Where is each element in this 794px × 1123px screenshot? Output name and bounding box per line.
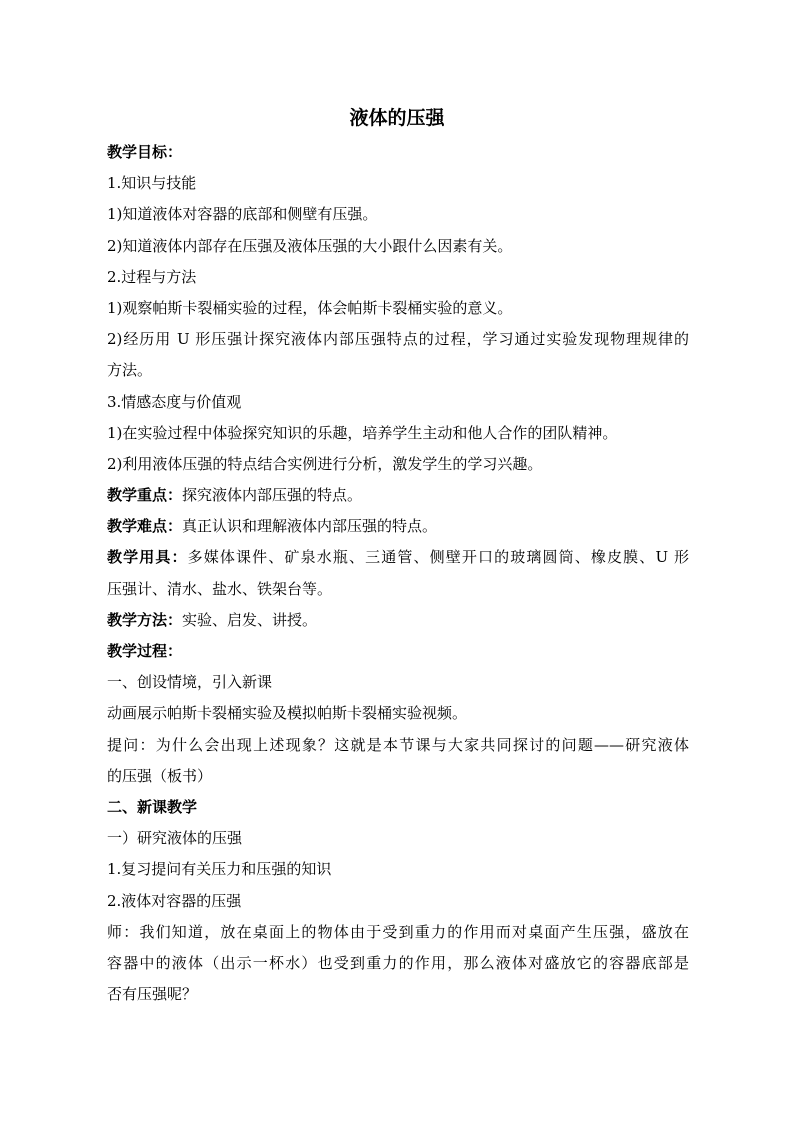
text-line: 压强计、清水、盐水、铁架台等。 bbox=[107, 579, 333, 598]
teaching-methods-line bbox=[107, 605, 689, 636]
line-text: 真正认识和理解液体内部压强的特点。 bbox=[182, 517, 438, 536]
text-line: 1)在实验过程中体验探究知识的乐趣，培养学生主动和他人合作的团队精神。 bbox=[107, 423, 618, 442]
line-label: 教学重点： bbox=[107, 486, 183, 505]
line-label: 教学目标： bbox=[107, 143, 183, 161]
text-line: 师：我们知道，放在桌面上的物体由于受到重力的作用而对桌面产生压强，盛放在 bbox=[107, 922, 689, 941]
text-line: 一、创设情境，引入新课 bbox=[107, 673, 273, 692]
key-points-line bbox=[107, 480, 689, 511]
text-line: 否有压强呢？ bbox=[107, 985, 198, 1004]
teaching-tools-line bbox=[107, 542, 689, 573]
text-line: 1.复习提问有关压力和压强的知识 bbox=[107, 860, 332, 879]
text-line: 容器中的液体（出示一杯水）也受到重力的作用，那么液体对盛放它的容器底部是 bbox=[107, 953, 689, 972]
line-label: 教学方法： bbox=[107, 610, 183, 629]
text-line: 1.知识与技能 bbox=[107, 174, 197, 193]
text-line: 提问：为什么会出现上述现象？这就是本节课与大家共同探讨的问题——研究液体 bbox=[107, 735, 689, 754]
document-body bbox=[107, 137, 689, 1010]
line-text: 实验、启发、讲授。 bbox=[182, 610, 318, 629]
text-line: 2.液体对容器的压强 bbox=[107, 891, 242, 910]
line-text: 多媒体课件、矿泉水瓶、三通管、侧壁开口的玻璃圆筒、橡皮膜、U 形 bbox=[187, 548, 689, 567]
document-title: 液体的压强 bbox=[349, 107, 445, 129]
text-line: 2)经历用 U 形压强计探究液体内部压强特点的过程，学习通过实验发现物理规律的 bbox=[107, 330, 689, 349]
text-line: 3.情感态度与价值观 bbox=[107, 392, 242, 411]
line-label: 二、新课教学 bbox=[107, 797, 198, 816]
text-line: 2.过程与方法 bbox=[107, 267, 197, 286]
line-text: 探究液体内部压强的特点。 bbox=[182, 486, 363, 505]
text-line: 的压强（板书） bbox=[107, 766, 213, 785]
line-label: 教学过程： bbox=[107, 642, 183, 660]
difficult-points-line bbox=[107, 511, 689, 542]
text-line: 一）研究液体的压强 bbox=[107, 829, 243, 848]
line-label: 教学难点： bbox=[107, 517, 183, 536]
heading-teaching-goals bbox=[107, 137, 689, 168]
text-line: 1)知道液体对容器的底部和侧壁有压强。 bbox=[107, 205, 378, 224]
text-line: 1)观察帕斯卡裂桶实验的过程，体会帕斯卡裂桶实验的意义。 bbox=[107, 298, 513, 317]
text-line: 2)知道液体内部存在压强及液体压强的大小跟什么因素有关。 bbox=[107, 236, 513, 255]
text-line: 动画展示帕斯卡裂桶实验及模拟帕斯卡裂桶实验视频。 bbox=[107, 704, 468, 723]
text-line: 2)利用液体压强的特点结合实例进行分析，激发学生的学习兴趣。 bbox=[107, 454, 543, 473]
heading-new-lesson bbox=[107, 792, 689, 823]
line-label: 教学用具： bbox=[107, 548, 188, 567]
heading-teaching-process bbox=[107, 636, 689, 667]
text-line: 方法。 bbox=[107, 361, 153, 380]
